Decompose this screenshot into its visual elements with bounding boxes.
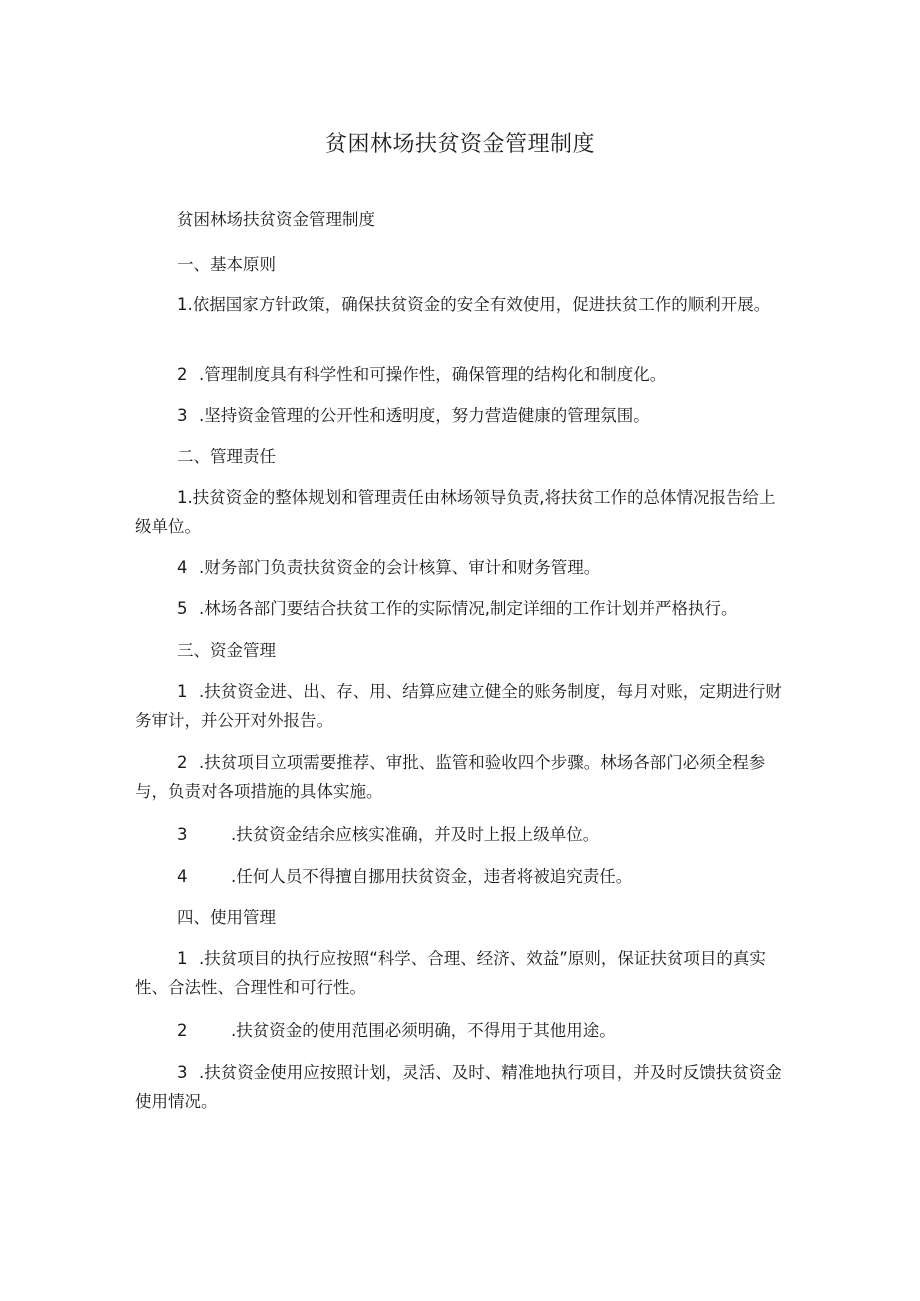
item-number: 4	[177, 558, 188, 577]
item-text: .扶贫资金的使用范围必须明确，不得用于其他用途。	[231, 1021, 616, 1040]
paragraph-3-3	[135, 820, 787, 849]
item-number: 1.	[177, 488, 193, 507]
paragraph-2-2	[135, 553, 787, 582]
item-text: .扶贫资金结余应核实准确，并及时上报上级单位。	[231, 825, 600, 844]
section-heading-basic-principles: 一、基本原则	[177, 255, 276, 274]
item-number: 4	[177, 867, 188, 886]
paragraph-1-3	[135, 401, 787, 430]
item-number: 3	[177, 406, 188, 425]
item-number: 1.	[177, 295, 193, 314]
paragraph-3-2	[135, 748, 787, 806]
document-title: 贫困林场扶贫资金管理制度	[324, 132, 595, 157]
item-number: 2	[177, 753, 188, 772]
paragraph-1-1	[135, 290, 787, 319]
item-number: 5	[177, 599, 188, 618]
item-text: .林场各部门要结合扶贫工作的实际情况,制定详细的工作计划并严格执行。	[199, 599, 738, 618]
item-text: .坚持资金管理的公开性和透明度，努力营造健康的管理氛围。	[199, 406, 650, 425]
item-text: .扶贫项目的执行应按照“科学、合理、经济、效益”原则，保证扶贫项目的真实性、合法性、合理性和可行性。	[135, 949, 766, 997]
item-text: .扶贫项目立项需要推荐、审批、监管和验收四个步骤。林场各部门必须全程参与，负责对各项措施的具体实施。	[135, 753, 766, 801]
item-text: .扶贫资金使用应按照计划，灵活、及时、精准地执行项目，并及时反馈扶贫资金使用情况。	[135, 1063, 782, 1111]
item-text: .财务部门负责扶贫资金的会计核算、审计和财务管理。	[199, 558, 601, 577]
item-text: .扶贫资金进、出、存、用、结算应建立健全的账务制度，每月对账，定期进行财务审计，并公开对外报告。	[135, 682, 782, 730]
item-number: 3	[177, 1063, 188, 1082]
section-heading-management-responsibility: 二、管理责任	[177, 447, 276, 466]
item-text: 依据国家方针政策，确保扶贫资金的安全有效使用，促进扶贫工作的顺利开展。	[192, 295, 771, 314]
item-text: 扶贫资金的整体规划和管理责任由林场领导负责,将扶贫工作的总体情况报告给上级单位。	[135, 488, 776, 536]
paragraph-2-1	[135, 483, 787, 541]
item-text: .任何人员不得擅自挪用扶贫资金，违者将被追究责任。	[231, 867, 633, 886]
item-number: 2	[177, 1021, 188, 1040]
section-heading-usage-management: 四、使用管理	[177, 908, 276, 927]
document-subtitle: 贫困林场扶贫资金管理制度	[177, 210, 375, 229]
paragraph-1-2	[135, 360, 787, 389]
item-number: 1	[177, 949, 188, 968]
paragraph-4-3	[135, 1058, 787, 1116]
item-text: .管理制度具有科学性和可操作性，确保管理的结构化和制度化。	[199, 365, 667, 384]
paragraph-4-1	[135, 944, 787, 1002]
paragraph-3-4	[135, 862, 787, 891]
paragraph-2-3	[135, 594, 787, 623]
paragraph-3-1	[135, 677, 787, 735]
section-heading-fund-management: 三、资金管理	[177, 641, 276, 660]
item-number: 2	[177, 365, 188, 384]
paragraph-4-2	[135, 1016, 787, 1045]
item-number: 1	[177, 682, 188, 701]
item-number: 3	[177, 825, 188, 844]
